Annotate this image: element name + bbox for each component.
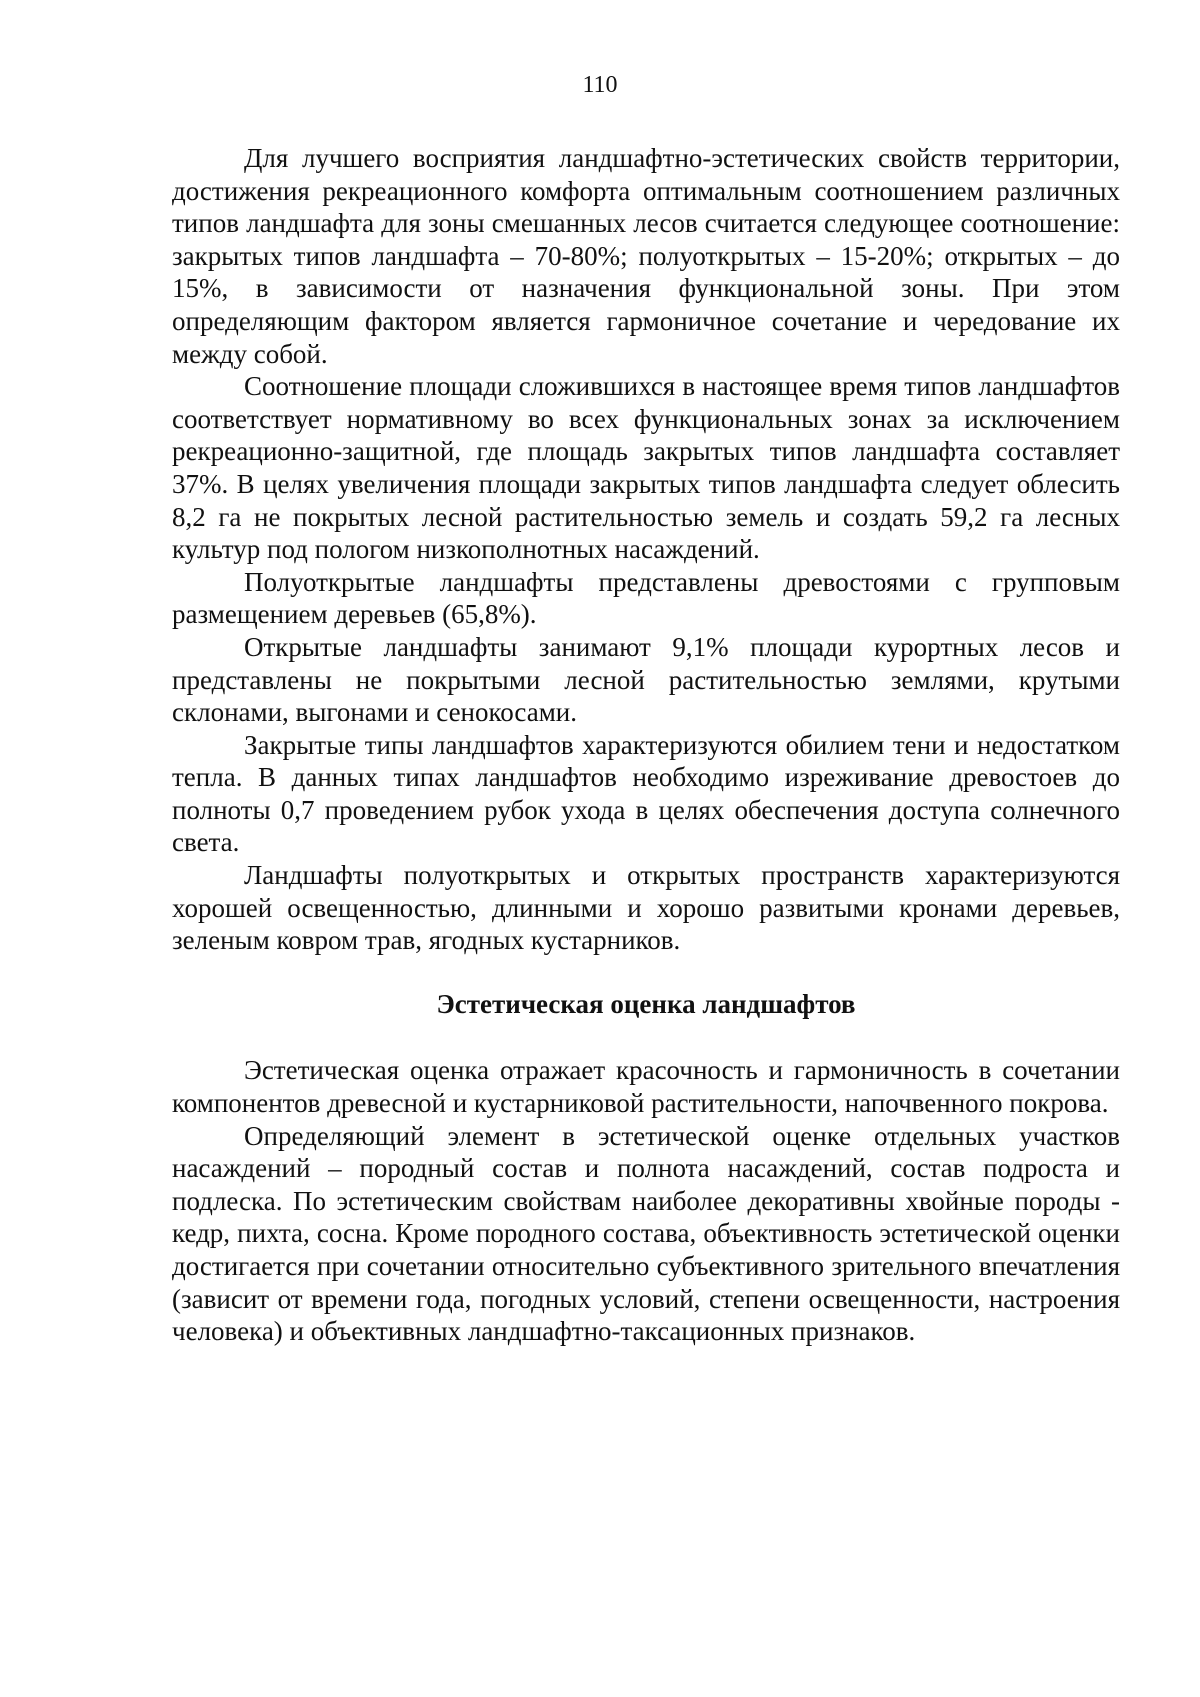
paragraph: Определяющий элемент в эстетической оценке отдельных участков насаждений – породный состав и полнота насаждений, состав подроста и подлеска. По эстетическим свойствам наиболее декоративны хвойные породы - кедр, пихта, сосна. Кроме породного состава, объективность эстетической оценки достигается при сочетании относительно субъективного зрительного впечатления (зависит от времени года, погодных условий, степени освещенности, настроения человека) и объективных ландшафтно-таксационных признаков. xyxy=(172,1120,1120,1347)
paragraph: Ландшафты полуоткрытых и открытых пространств характеризуются хорошей освещенностью, длинными и хорошо развитыми кронами деревьев, зеленым ковром трав, ягодных кустарников. xyxy=(172,860,1120,956)
paragraph: Закрытые типы ландшафтов характеризуются обилием тени и недостатком тепла. В данных типах ландшафтов необходимо изреживание древостоев до полноты 0,7 проведением рубок ухода в целях обеспечения доступа солнечного света. xyxy=(172,729,1120,858)
section-heading: Эстетическая оценка ландшафтов xyxy=(436,988,856,1019)
paragraph: Открытые ландшафты занимают 9,1% площади курортных лесов и представлены не покрытыми лесной растительностью землями, крутыми склонами, выгонами и сенокосами. xyxy=(172,631,1120,728)
paragraph: Для лучшего восприятия ландшафтно-эстетических свойств территории, достижения рекреационного комфорта оптимальным соотношением различных типов ландшафта для зоны смешанных лесов считается следующее соотношение: закрытых типов ландшафта – 70-80%; полуоткрытых – 15-20%; открытых – до 15%, в зависимости от назначения функциональной зоны. При этом определяющим фактором является гармоничное сочетание и чередование их между собой. xyxy=(172,143,1120,369)
paragraph: Соотношение площади сложившихся в настоящее время типов ландшафтов соответствует нормативному во всех функциональных зонах за исключением рекреационно-защитной, где площадь закрытых типов ландшафта составляет 37%. В целях увеличения площади закрытых типов ландшафта следует облесить 8,2 га не покрытых лесной растительностью земель и создать 59,2 га лесных культур под пологом низкополнотных насаждений. xyxy=(172,371,1120,565)
paragraph: Полуоткрытые ландшафты представлены древостоями с групповым размещением деревьев (65,8%). xyxy=(172,566,1120,630)
paragraph: Эстетическая оценка отражает красочность и гармоничность в сочетании компонентов древесной и кустарниковой растительности, напочвенного покрова. xyxy=(172,1055,1120,1119)
document-body xyxy=(172,142,1120,1348)
page-number: 110 xyxy=(582,72,618,98)
